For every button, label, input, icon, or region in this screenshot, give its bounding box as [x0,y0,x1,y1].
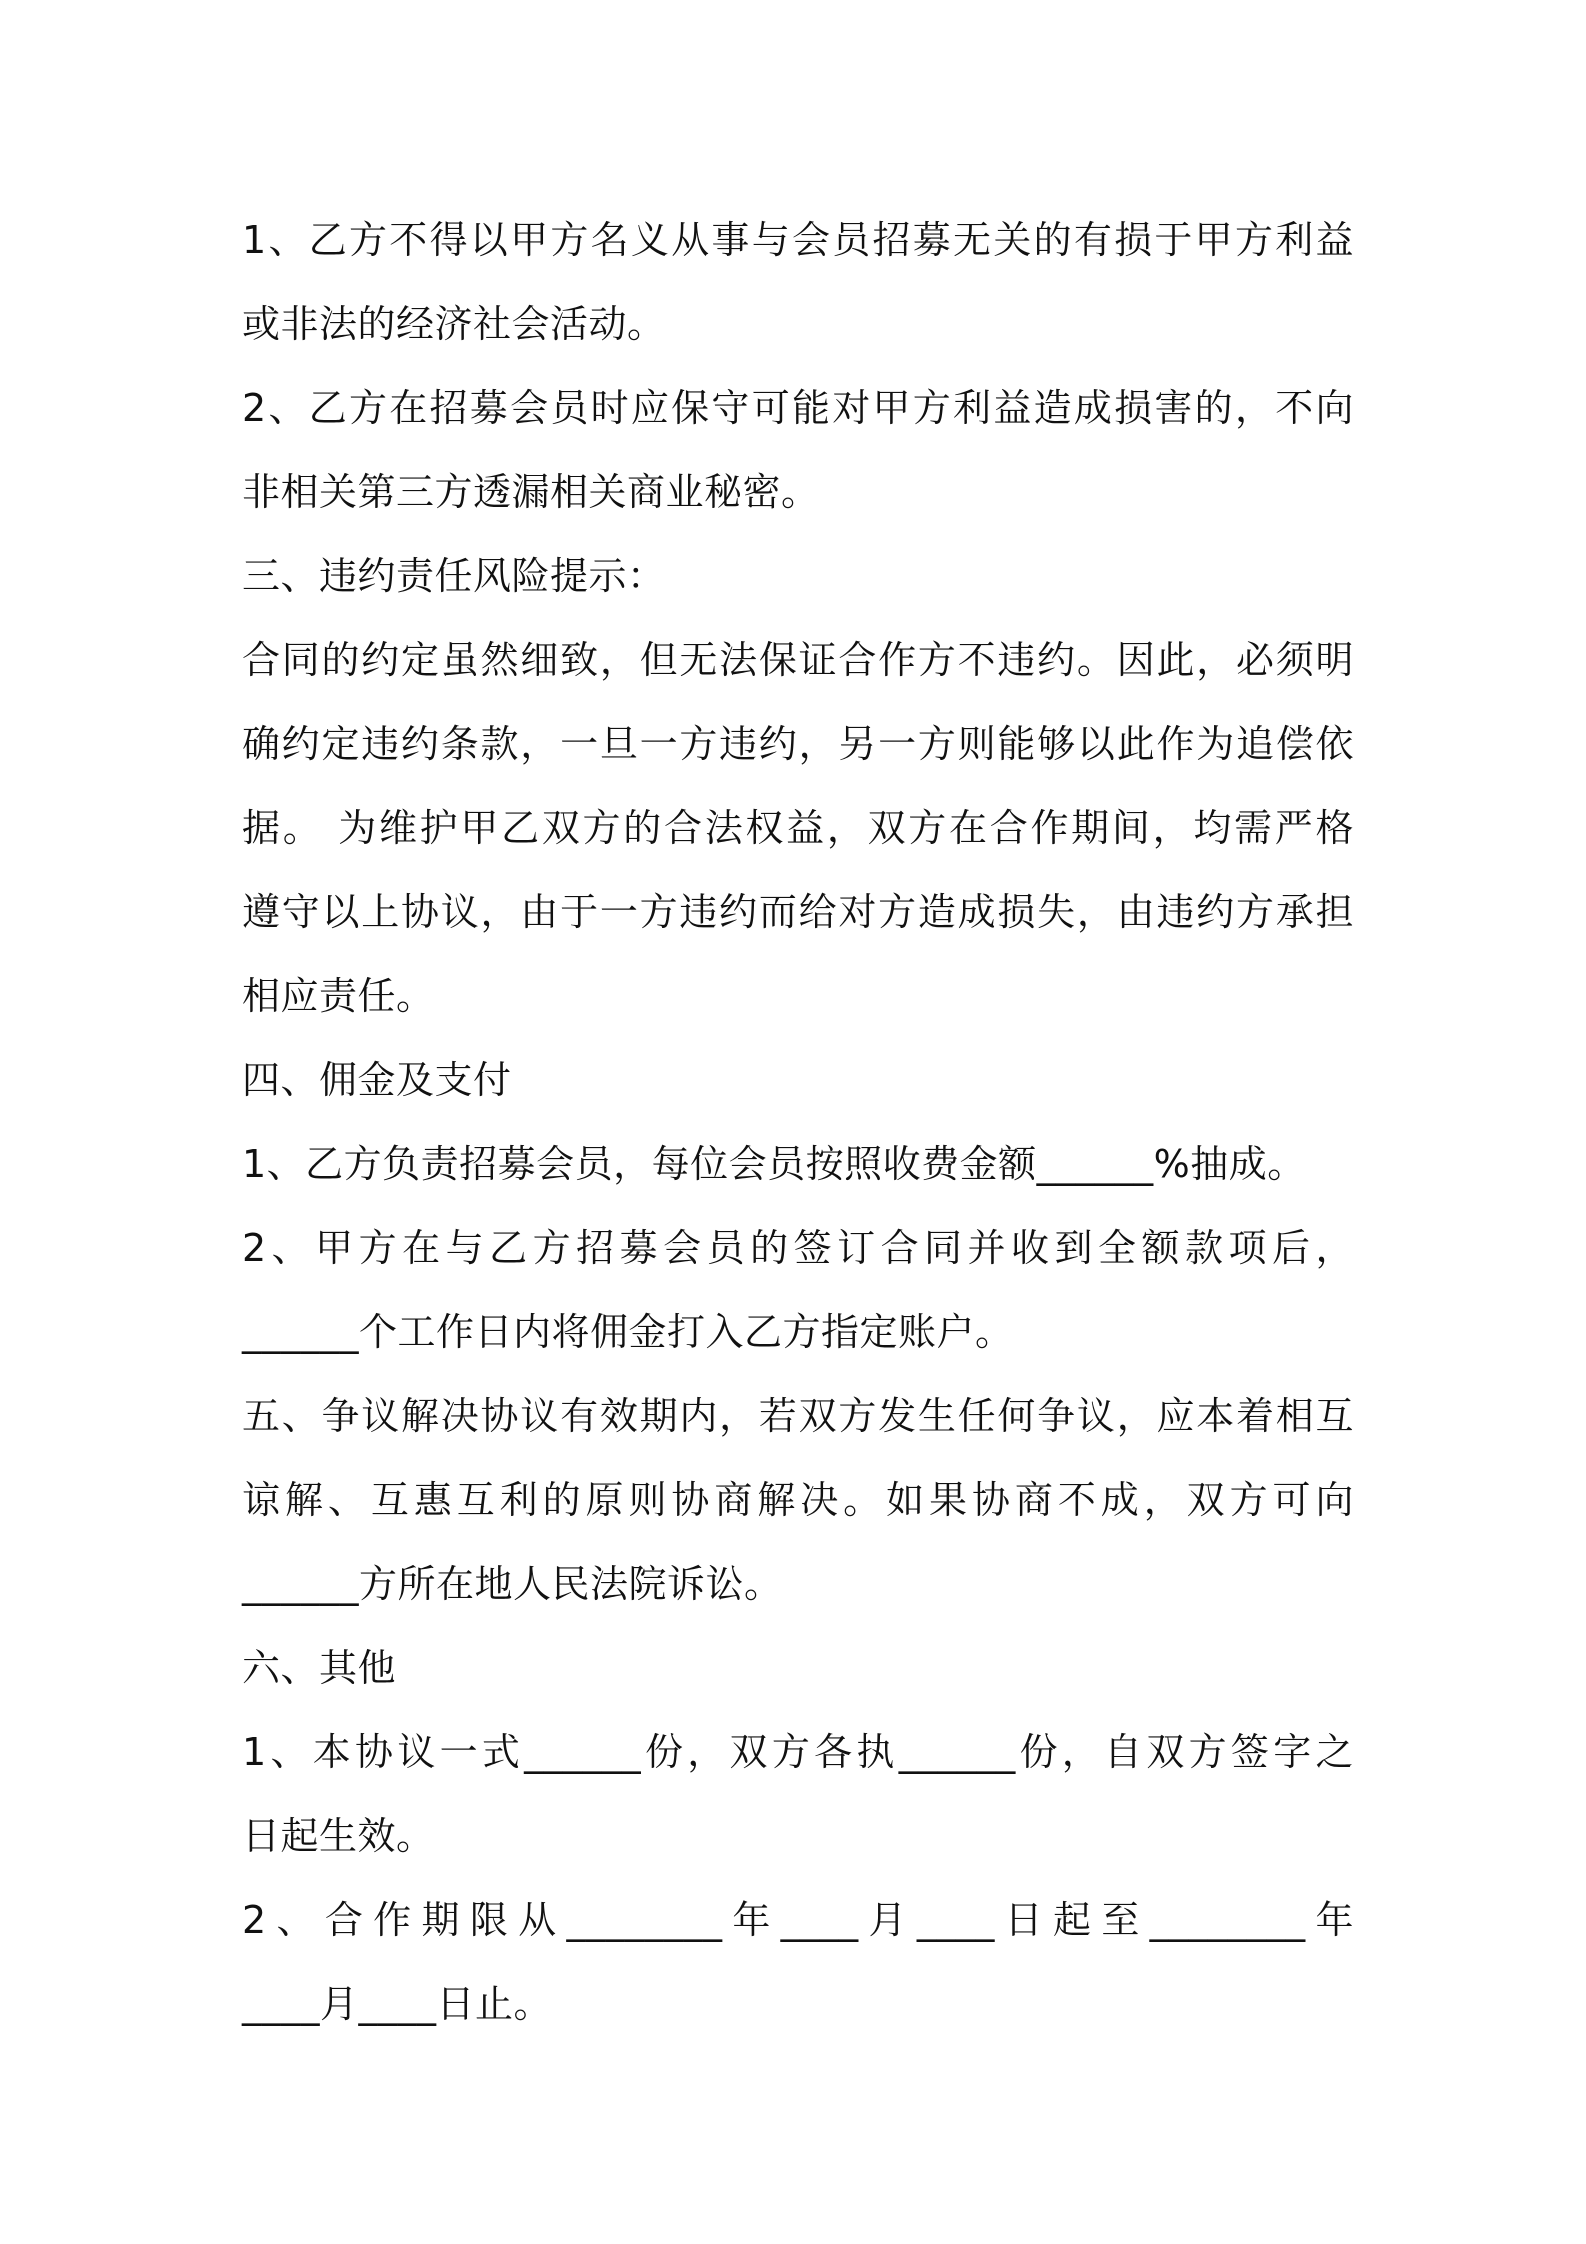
text-line: 日起生效。 [242,1814,435,1858]
clause-b-1 [242,198,1354,366]
text-line: 据。 为维护甲乙双方的合法权益，双方在合作期间，均需严格 [242,806,1354,850]
breach-liability-paragraph [242,618,1354,1038]
heading-text: 六、其他 [242,1646,397,1690]
text-line: 1、本协议一式______份，双方各执______份，自双方签字之 [242,1730,1354,1774]
dispute-resolution-paragraph [242,1374,1354,1626]
text-line: 2、甲方在与乙方招募会员的签订合同并收到全额款项后， [242,1226,1354,1270]
other-clause-2 [242,1878,1354,2046]
text-line: ______方所在地人民法院诉讼。 [242,1562,783,1606]
document-body [242,198,1354,2046]
section-heading-6 [242,1626,1354,1710]
section-heading-3 [242,534,1354,618]
text-line: ______个工作日内将佣金打入乙方指定账户。 [242,1310,1014,1354]
text-line: 谅解、互惠互利的原则协商解决。如果协商不成，双方可向 [242,1478,1354,1522]
text-line: 五、争议解决协议有效期内，若双方发生任何争议，应本着相互 [242,1394,1354,1438]
text-line: ____月____日止。 [242,1982,553,2026]
text-line: 2、合作期限从________年____月____日起至________年 [242,1898,1354,1942]
heading-text: 四、佣金及支付 [242,1058,512,1102]
text-line: 确约定违约条款，一旦一方违约，另一方则能够以此作为追偿依 [242,722,1354,766]
commission-clause-2 [242,1206,1354,1374]
text-line: 非相关第三方透漏相关商业秘密。 [242,470,820,514]
other-clause-1 [242,1710,1354,1878]
heading-text: 三、违约责任风险提示： [242,554,666,598]
text-line: 1、乙方负责招募会员，每位会员按照收费金额______%抽成。 [242,1142,1306,1186]
text-line: 合同的约定虽然细致，但无法保证合作方不违约。因此，必须明 [242,638,1354,682]
text-line: 或非法的经济社会活动。 [242,302,666,346]
text-line: 遵守以上协议，由于一方违约而给对方造成损失，由违约方承担 [242,890,1354,934]
text-line: 2、乙方在招募会员时应保守可能对甲方利益造成损害的，不向 [242,386,1354,430]
text-line: 相应责任。 [242,974,435,1018]
clause-b-2 [242,366,1354,534]
commission-clause-1 [242,1122,1354,1206]
section-heading-4 [242,1038,1354,1122]
text-line: 1、乙方不得以甲方名义从事与会员招募无关的有损于甲方利益 [242,218,1354,262]
